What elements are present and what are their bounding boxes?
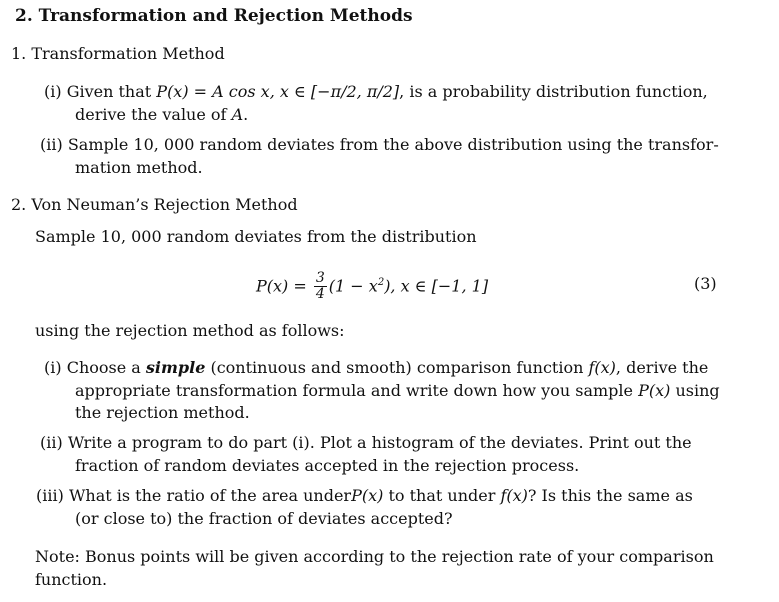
text-segment: What is the ratio of the area under	[68, 486, 352, 505]
text-segment: derive the value of	[75, 105, 232, 124]
item1-part-ii-line1	[40, 135, 719, 155]
fraction	[314, 271, 327, 302]
item1-part-ii-line2	[75, 158, 203, 178]
item2-part-iii-line1	[36, 486, 693, 506]
fraction-denominator: 4	[315, 286, 325, 303]
text-segment: to that under	[383, 486, 501, 505]
math-inline: f(x)	[588, 358, 616, 377]
item2-part-iii-line2	[75, 509, 453, 529]
text-segment: Choose a	[66, 358, 146, 377]
math-inline: P(x)	[638, 381, 671, 400]
text-segment: Note: Bonus points will be given according to the rejection rate of your comparison	[35, 547, 714, 566]
equation-lhs: P(x) =	[256, 276, 312, 296]
text-segment: (continuous and smooth) comparison function	[205, 358, 589, 377]
item1-part-i-line1	[44, 82, 708, 102]
equation-number: (3)	[694, 274, 717, 293]
text-segment: fraction of random deviates accepted in the rejection process.	[75, 456, 580, 475]
equation-rhs: (1 − x	[328, 276, 378, 296]
note-line2	[35, 570, 107, 590]
item2-part-i-line2	[75, 381, 720, 401]
emphasis: simple	[145, 358, 206, 377]
equation-3	[256, 266, 488, 303]
text-segment: , is a probability distribution function,	[399, 82, 708, 101]
section-title: Transformation and Rejection Methods	[38, 6, 413, 26]
item2-number: 2.	[11, 195, 27, 214]
math-inline: P(x) = A cos x, x ∈ [−π/2, π/2]	[156, 82, 400, 101]
equation-rhs-domain: ), x ∈ [−1, 1]	[384, 276, 489, 296]
text-segment: Sample 10, 000 random deviates from the distribution	[35, 227, 477, 246]
text-segment: the rejection method.	[75, 403, 250, 422]
text-segment: Sample 10, 000 random deviates from the above distribution using the transfor-	[67, 135, 719, 154]
text-segment: , derive the	[615, 358, 709, 377]
item1-heading	[11, 44, 225, 64]
fraction-numerator: 3	[315, 270, 325, 287]
part-label: (i)	[44, 82, 62, 101]
section-heading	[15, 6, 413, 26]
item1-part-i-line2	[75, 105, 248, 125]
math-inline: f(x)	[500, 486, 528, 505]
text-segment: using	[670, 381, 720, 400]
text-segment: ? Is this the same as	[527, 486, 693, 505]
text-segment: mation method.	[75, 158, 203, 177]
item2-followup	[35, 321, 345, 341]
item2-title: Von Neuman’s Rejection Method	[31, 195, 298, 214]
item1-title: Transformation Method	[31, 44, 225, 63]
text-segment: (or close to) the fraction of deviates accepted?	[75, 509, 453, 528]
note-line1	[35, 547, 714, 567]
part-label: (iii)	[36, 486, 64, 505]
item1-number: 1.	[11, 44, 27, 63]
text-segment: function.	[35, 570, 108, 589]
text-segment: using the rejection method as follows:	[35, 321, 345, 340]
item2-part-ii-line2	[75, 456, 579, 476]
item2-part-i-line1	[44, 358, 708, 378]
math-inline: P(x)	[351, 486, 384, 505]
part-label: (ii)	[40, 135, 63, 154]
item2-part-ii-line1	[40, 433, 692, 453]
section-number: 2.	[15, 6, 33, 26]
text-segment: Write a program to do part (i). Plot a histogram of the deviates. Print out the	[67, 433, 692, 452]
math-inline: A	[231, 105, 244, 124]
item2-intro	[35, 227, 477, 247]
text-segment: .	[243, 105, 249, 124]
part-label: (ii)	[40, 433, 63, 452]
part-label: (i)	[44, 358, 62, 377]
item2-part-i-line3	[75, 403, 250, 423]
text-segment: appropriate transformation formula and write down how you sample	[75, 381, 639, 400]
item2-heading	[11, 195, 298, 215]
text-segment: Given that	[66, 82, 157, 101]
exponent: 2	[377, 277, 385, 288]
